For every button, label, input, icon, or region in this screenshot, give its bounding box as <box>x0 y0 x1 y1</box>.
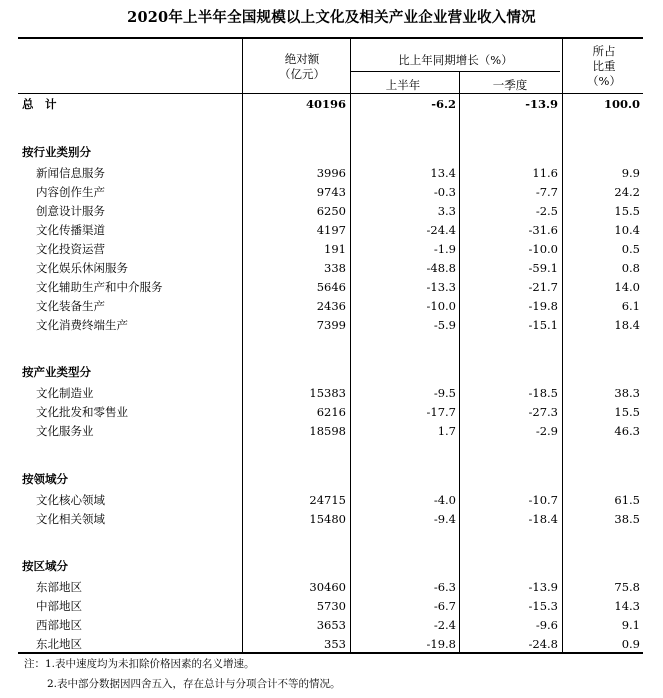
table-row-share: 38.5 <box>614 512 640 526</box>
table-row-label: 文化传播渠道 <box>36 223 105 237</box>
table-row-share: 18.4 <box>614 318 640 332</box>
table-row-share: 6.1 <box>621 299 640 313</box>
table-row-abs: 3653 <box>316 618 346 632</box>
table-row-q1: -21.7 <box>528 280 558 294</box>
table-row-h1: -1.9 <box>433 242 456 256</box>
growth-sub-rule <box>351 71 560 72</box>
table-row-share: 15.5 <box>614 204 640 218</box>
table-row-h1: -6.7 <box>433 599 456 613</box>
table-row-label: 创意设计服务 <box>36 204 105 218</box>
table-row-label: 文化辅助生产和中介服务 <box>36 280 163 294</box>
table-row-label: 文化服务业 <box>36 424 94 438</box>
table-row-h1: -9.5 <box>433 386 456 400</box>
table-row-abs: 353 <box>324 637 346 651</box>
section-heading: 按行业类别分 <box>22 145 91 159</box>
table-row-q1: -2.5 <box>535 204 558 218</box>
table-row-label: 文化制造业 <box>36 386 94 400</box>
table-row-q1: -9.6 <box>535 618 558 632</box>
table-row-share: 10.4 <box>614 223 640 237</box>
table-row-h1: -48.8 <box>426 261 456 275</box>
table-row-h1: 13.4 <box>430 166 456 180</box>
table-row-h1: 1.7 <box>437 424 456 438</box>
header-growth-h1: 上半年 <box>385 78 421 92</box>
table-row-abs: 6216 <box>316 405 346 419</box>
table-row-q1: -18.5 <box>528 386 558 400</box>
table-row-label: 文化核心领域 <box>36 493 105 507</box>
table-row-share: 9.9 <box>621 166 640 180</box>
header-share-line3: （%） <box>587 74 621 88</box>
table-row-share: 14.3 <box>614 599 640 613</box>
table-row-share: 46.3 <box>614 424 640 438</box>
table-row-abs: 24715 <box>309 493 346 507</box>
table-row-abs: 338 <box>324 261 346 275</box>
table-row-share: 14.0 <box>614 280 640 294</box>
table-row-q1: 11.6 <box>532 166 558 180</box>
table-row-label: 内容创作生产 <box>36 185 105 199</box>
header-bottom-rule <box>18 93 643 94</box>
section-heading: 按区域分 <box>22 559 68 573</box>
table-row-abs: 15480 <box>309 512 346 526</box>
footnote-1: 注：1.表中速度均为未扣除价格因素的名义增速。 <box>24 658 255 670</box>
table-row-share: 0.9 <box>621 637 640 651</box>
table-row-abs: 18598 <box>309 424 346 438</box>
table-row-h1: -19.8 <box>426 637 456 651</box>
section-heading: 按产业类型分 <box>22 365 91 379</box>
table-row-abs: 4197 <box>316 223 346 237</box>
table-row-h1: -10.0 <box>426 299 456 313</box>
table-row-label: 西部地区 <box>36 618 82 632</box>
table-row-label: 文化相关领域 <box>36 512 105 526</box>
table-row-abs: 3996 <box>316 166 346 180</box>
table-row-label: 东部地区 <box>36 580 82 594</box>
table-row-share: 38.3 <box>614 386 640 400</box>
table-row-h1: -6.3 <box>433 580 456 594</box>
header-abs-line2: （亿元） <box>279 67 325 81</box>
total-h1: -6.2 <box>431 97 456 111</box>
table-row-share: 0.8 <box>621 261 640 275</box>
table-row-h1: -9.4 <box>433 512 456 526</box>
table-row-abs: 2436 <box>316 299 346 313</box>
table-row-q1: -7.7 <box>535 185 558 199</box>
table-row-h1: 3.3 <box>437 204 456 218</box>
table-title: 2020年上半年全国规模以上文化及相关产业企业营业收入情况 <box>127 9 536 26</box>
table-row-h1: -0.3 <box>433 185 456 199</box>
table-row-label: 文化娱乐休闲服务 <box>36 261 128 275</box>
table-row-q1: -10.7 <box>528 493 558 507</box>
table-row-abs: 30460 <box>309 580 346 594</box>
table-row-q1: -59.1 <box>528 261 558 275</box>
table-row-q1: -2.9 <box>535 424 558 438</box>
table-row-share: 15.5 <box>614 405 640 419</box>
table-row-label: 文化投资运营 <box>36 242 105 256</box>
col-divider-4 <box>562 38 563 653</box>
table-bottom-rule <box>18 652 643 654</box>
table-row-q1: -27.3 <box>528 405 558 419</box>
table-row-label: 文化批发和零售业 <box>36 405 128 419</box>
table-row-share: 75.8 <box>614 580 640 594</box>
table-row-h1: -24.4 <box>426 223 456 237</box>
header-growth-q1: 一季度 <box>492 78 528 92</box>
table-row-abs: 7399 <box>316 318 346 332</box>
table-row-q1: -18.4 <box>528 512 558 526</box>
table-row-q1: -31.6 <box>528 223 558 237</box>
col-divider-1 <box>242 38 243 653</box>
table-row-q1: -13.9 <box>528 580 558 594</box>
table-row-q1: -15.3 <box>528 599 558 613</box>
table-row-abs: 5730 <box>316 599 346 613</box>
table-row-h1: -4.0 <box>433 493 456 507</box>
col-divider-2 <box>350 38 351 653</box>
footnote-2: 2.表中部分数据因四舍五入，存在总计与分项合计不等的情况。 <box>47 678 341 690</box>
header-share-line2: 比重 <box>592 59 616 73</box>
table-row-h1: -13.3 <box>426 280 456 294</box>
table-row-label: 新闻信息服务 <box>36 166 105 180</box>
header-growth-group: 比上年同期增长（%） <box>398 53 513 67</box>
table-top-rule <box>18 37 643 39</box>
table-row-share: 61.5 <box>614 493 640 507</box>
table-row-label: 东北地区 <box>36 637 82 651</box>
table-row-h1: -5.9 <box>433 318 456 332</box>
table-row-abs: 5646 <box>316 280 346 294</box>
table-row-abs: 191 <box>324 242 346 256</box>
table-row-abs: 15383 <box>309 386 346 400</box>
total-abs: 40196 <box>305 97 346 111</box>
table-row-label: 中部地区 <box>36 599 82 613</box>
table-row-label: 文化消费终端生产 <box>36 318 128 332</box>
table-row-abs: 6250 <box>316 204 346 218</box>
total-label: 总 计 <box>22 97 57 111</box>
table-row-h1: -17.7 <box>426 405 456 419</box>
table-row-share: 9.1 <box>621 618 640 632</box>
table-row-share: 0.5 <box>621 242 640 256</box>
table-row-q1: -15.1 <box>528 318 558 332</box>
table-row-share: 24.2 <box>614 185 640 199</box>
header-share-line1: 所占 <box>592 44 616 58</box>
total-q1: -13.9 <box>525 97 558 111</box>
section-heading: 按领域分 <box>22 472 68 486</box>
table-row-h1: -2.4 <box>433 618 456 632</box>
table-row-q1: -24.8 <box>528 637 558 651</box>
table-row-q1: -19.8 <box>528 299 558 313</box>
table-row-q1: -10.0 <box>528 242 558 256</box>
col-divider-3 <box>459 71 460 653</box>
total-share: 100.0 <box>603 97 640 111</box>
table-row-label: 文化装备生产 <box>36 299 105 313</box>
header-abs-line1: 绝对额 <box>284 52 320 66</box>
table-row-abs: 9743 <box>316 185 346 199</box>
